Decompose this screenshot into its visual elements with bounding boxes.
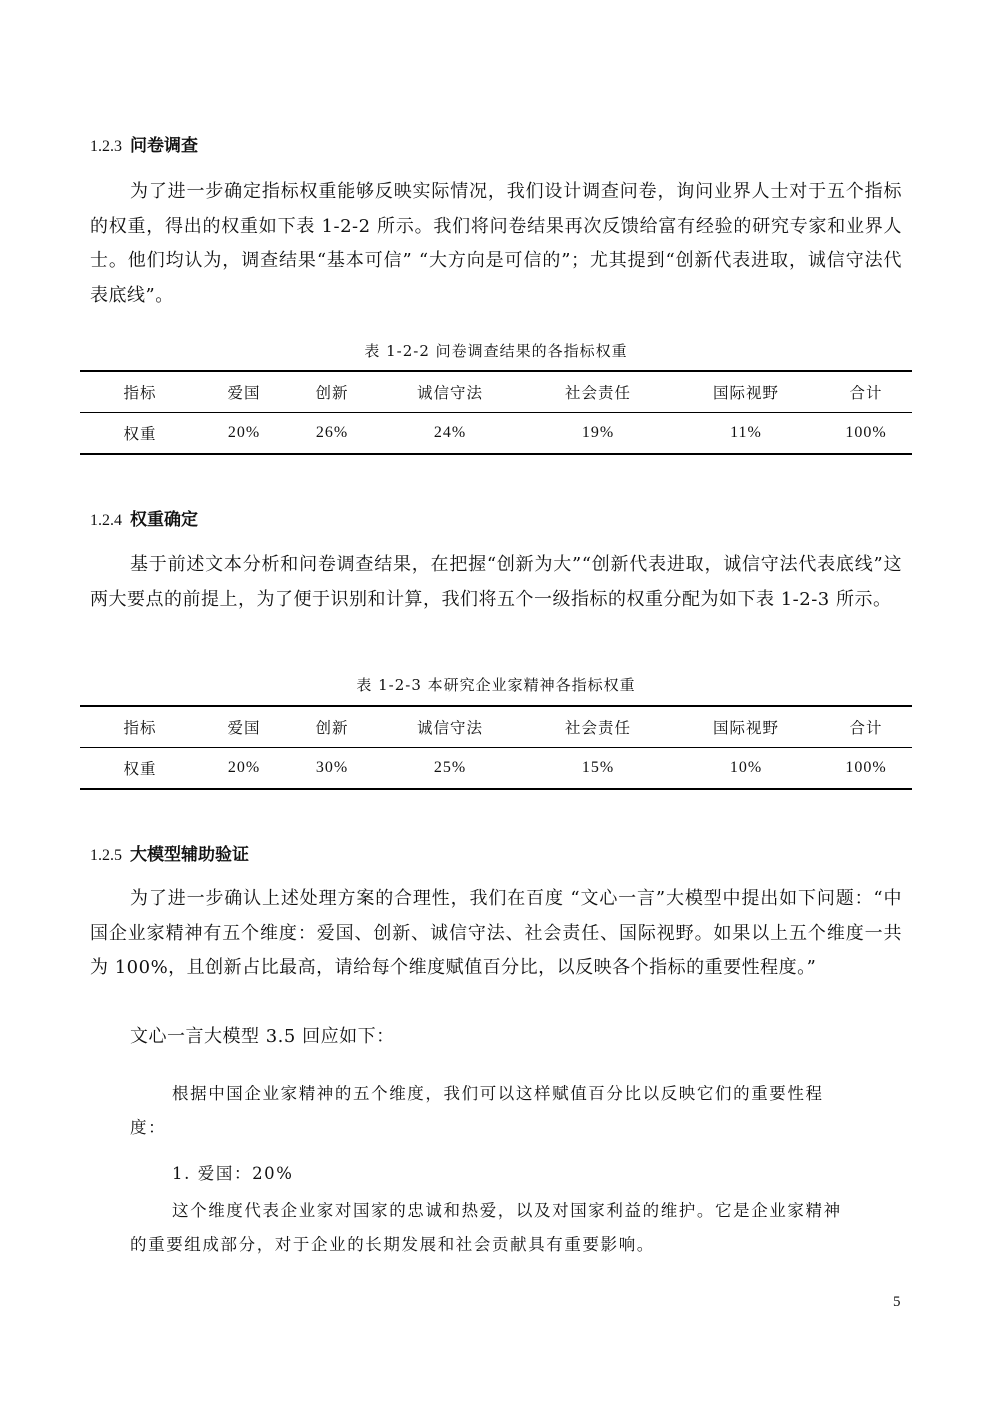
table-caption-1-2-2: 表 1-2-2 问卷调查结果的各指标权重 (364, 342, 628, 360)
table-cell: 15% (524, 748, 672, 790)
table-header-cell: 诚信守法 (376, 371, 524, 413)
section-title: 问卷调查 (130, 136, 198, 156)
table-header-cell: 社会责任 (524, 371, 672, 413)
section-number: 1.2.4 (90, 512, 122, 529)
table-caption-1-2-3: 表 1-2-3 本研究企业家精神各指标权重 (356, 676, 636, 694)
table-cell: 30% (288, 748, 376, 790)
section-number: 1.2.5 (90, 847, 122, 864)
table-header-cell: 爱国 (200, 371, 288, 413)
table-header-cell: 指标 (80, 371, 200, 413)
section-heading-1-2-5 (90, 843, 249, 868)
table-header-cell: 诚信守法 (376, 706, 524, 748)
weights-table-1-2-3 (80, 705, 912, 790)
page-number: 5 (893, 1294, 901, 1310)
section-heading-1-2-4 (90, 508, 198, 533)
section-title: 大模型辅助验证 (130, 845, 249, 865)
table-row (80, 413, 912, 455)
table-header-row (80, 371, 912, 413)
table-cell: 100% (820, 413, 912, 455)
table-header-cell: 爱国 (200, 706, 288, 748)
paragraph-llm-response-intro: 文心一言大模型 3.5 回应如下： (130, 1026, 395, 1047)
table-header-cell: 指标 (80, 706, 200, 748)
quote-response-intro: 根据中国企业家精神的五个维度，我们可以这样赋值百分比以反映它们的重要性程度： (130, 1084, 824, 1137)
table-cell: 10% (672, 748, 820, 790)
table-cell: 11% (672, 413, 820, 455)
table-header-cell: 国际视野 (672, 706, 820, 748)
table-header-cell: 合计 (820, 706, 912, 748)
paragraph-llm-question: 为了进一步确认上述处理方案的合理性，我们在百度 “文心一言”大模型中提出如下问题：“中国企业家精神有五个维度：爱国、创新、诚信守法、社会责任、国际视野。如果以上五个维度一共为 100%，且创新占比最高，请给每个维度赋值百分比，以反映各个指标的重要性程度。” (90, 888, 902, 978)
table-cell: 19% (524, 413, 672, 455)
table-header-cell: 国际视野 (672, 371, 820, 413)
table-cell: 24% (376, 413, 524, 455)
weights-table-1-2-2 (80, 370, 912, 455)
table-cell: 权重 (80, 413, 200, 455)
paragraph-survey: 为了进一步确定指标权重能够反映实际情况，我们设计调查问卷，询问业界人士对于五个指标的权重，得出的权重如下表 1-2-2 所示。我们将问卷结果再次反馈给富有经验的研究专家和业界人士。他们均认为，调查结果“基本可信” “大方向是可信的”；尤其提到“创新代表进取，诚信守法代表底线”。 (90, 181, 902, 306)
table-cell: 25% (376, 748, 524, 790)
table-header-row (80, 706, 912, 748)
section-heading-1-2-3 (90, 134, 198, 159)
quote-item-1: 1. 爱国：20% (172, 1164, 294, 1183)
table-cell: 20% (200, 748, 288, 790)
table-header-cell: 创新 (288, 706, 376, 748)
table-header-cell: 创新 (288, 371, 376, 413)
table-header-cell: 合计 (820, 371, 912, 413)
paragraph-weight-determination: 基于前述文本分析和问卷调查结果，在把握“创新为大”“创新代表进取，诚信守法代表底线”这两大要点的前提上，为了便于识别和计算，我们将五个一级指标的权重分配为如下表 1-2-3 所示。 (90, 554, 902, 610)
quote-item-1-desc: 这个维度代表企业家对国家的忠诚和热爱，以及对国家利益的维护。它是企业家精神的重要组成部分，对于企业的长期发展和社会贡献具有重要影响。 (130, 1201, 842, 1254)
table-row (80, 748, 912, 790)
table-cell: 20% (200, 413, 288, 455)
table-header-cell: 社会责任 (524, 706, 672, 748)
section-title: 权重确定 (130, 510, 198, 530)
table-cell: 100% (820, 748, 912, 790)
section-number: 1.2.3 (90, 138, 122, 155)
table-cell: 26% (288, 413, 376, 455)
table-cell: 权重 (80, 748, 200, 790)
